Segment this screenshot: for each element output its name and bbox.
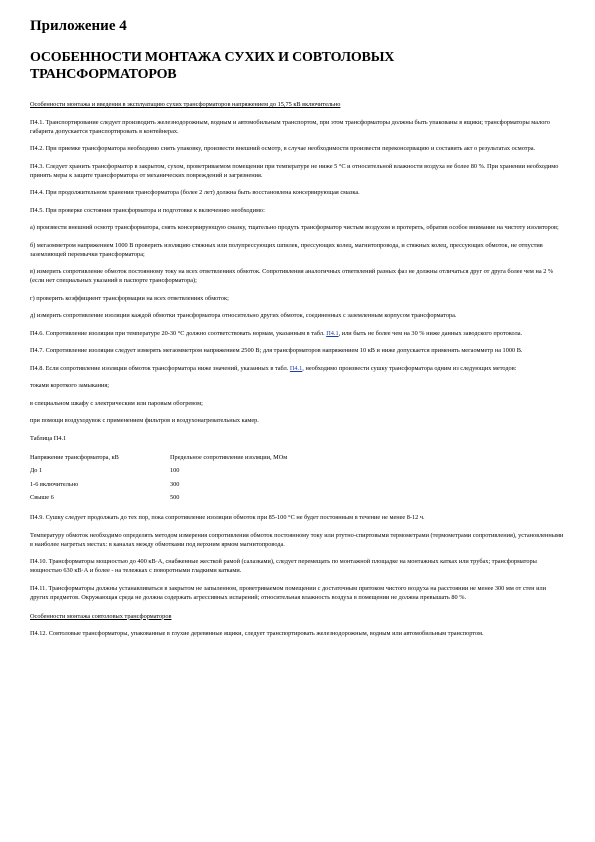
table-cell: Свыше 6 [30, 494, 54, 502]
table-cell: До 1 [30, 467, 43, 475]
table-cell: 100 [170, 467, 180, 475]
drying-method-2: в специальном шкафу с электрическим или паровым обогревом; [30, 399, 203, 407]
paragraph-p4-6 [30, 329, 565, 338]
paragraph-p4-5: П4.5. При проверке состояния трансформатора и подготовке к включению необходимо: [30, 206, 265, 214]
table-cell: 1-6 включительно [30, 480, 79, 488]
paragraph-p4-11: П4.11. Трансформаторы должны устанавливаться в закрытом не запыленном, проветриваемом помещении с достаточным притоком чистого воздуха на расстоянии не менее 300 мм от стен или других предметов. Окружающая среда не должна содержать агрессивных испарений; относительная влажность воздуха в помещении не должна превышать 80 %. [30, 584, 546, 601]
p4-8-text-before: П4.8. Если сопротивление изоляции обмоток трансформатора ниже значений, указанных в табл. [30, 364, 290, 372]
table-row [30, 478, 287, 492]
table-header-cell: Напряжение трансформатора, кВ [30, 453, 119, 461]
title-line-2: ТРАНСФОРМАТОРОВ [30, 67, 177, 82]
insulation-table [30, 451, 287, 505]
paragraph-p4-4: П4.4. При продолжительном хранении трансформатора (более 2 лет) должна быть восстановлена консервирующая смазка. [30, 189, 360, 196]
paragraph-p4-10: П4.10. Трансформаторы мощностью до 400 кВ·А, снабженные жесткой рамой (салазками), следует перемещать по монтажной площадке на монтажных катках или трубах; трансформаторы мощностью 630 кВ·А и более - на тележках с поворотными гладкими катками. [30, 558, 537, 574]
section-heading-sovtol: Особенности монтажа совтоловых трансформаторов [30, 612, 172, 620]
paragraph-p4-2: П4.2. При приемке трансформатора необходимо снять упаковку, произвести внешний осмотр, в случае необходимости произвести переконсервацию и составить акт о результатах осмотра. [30, 145, 536, 152]
table-header-cell: Предельное сопротивление изоляции, МОм [170, 453, 288, 461]
drying-method-3: при помощи воздуходувок с применением фильтров и воздухонагревательных камер. [30, 417, 259, 424]
list-item-b: б) мегаомметром напряжением 1000 В проверить изоляцию стяжных или полупрессующих шпилек, прессующих колец, магнитопровода, и стяжных колец, прессующих обмоток, не отпустив заземляющей перемычки трансформатора; [30, 241, 543, 258]
p4-8-text-after: , необходимо произвести сушку трансформатора одним из следующих методов: [302, 364, 517, 372]
paragraph-p4-3: П4.3. Следует хранить трансформатор в закрытом, сухом, проветриваемом помещении при температуре не ниже 5 °С и относительной влажности воздуха не более 80 %. При хранении необходимо принять меры к защите трансформатора от механических повреждений и загрязнения. [30, 162, 559, 179]
table-caption: Таблица П4.1 [30, 434, 67, 442]
table-row [30, 464, 287, 478]
list-item-e: д) измерить сопротивление изоляции каждой обмотки трансформатора относительно других обмоток, соединенных с заземленным корпусом трансформатора. [30, 312, 457, 319]
title-line-1: ОСОБЕННОСТИ МОНТАЖА СУХИХ И СОВТОЛОВЫХ [30, 50, 395, 65]
drying-method-1: токами короткого замыкания; [30, 382, 110, 389]
document-title [30, 49, 565, 83]
paragraph-p4-8 [30, 364, 565, 373]
paragraph-p4-9: П4.9. Сушку следует продолжать до тех пор, пока сопротивление изоляции обмоток при 85-100 °С не будет постоянным в течение не менее 8-12 ч. [30, 514, 425, 521]
list-item-a: а) произвести внешний осмотр трансформатора, снять консервирующую смазку, тщательно продуть трансформатор чистым воздухом и протереть, обратив особое внимание на чистоту изоляторов; [30, 224, 559, 231]
paragraph-p4-1: П4.1. Транспортирование следует производить железнодорожным, водным и автомобильным транспортом, при этом трансформаторы должны быть упакованы в ящики; трансформаторы малого габарита допускается транспортировать в контейнерах. [30, 118, 550, 135]
paragraph-p4-7: П4.7. Сопротивление изоляции следует измерять мегаомметром напряжением 2500 В; для трансформаторов напряжением 10 кВ и ниже допускается применять мегаомметр на 1000 В. [30, 347, 523, 354]
table-row [30, 491, 287, 505]
table-link-p4-1[interactable]: П4.1 [289, 364, 303, 372]
list-item-d: г) проверить коэффициент трансформации на всех ответвлениях обмоток; [30, 294, 229, 302]
table-cell: 500 [170, 494, 180, 502]
section-heading-dry: Особенности монтажа и введения в эксплуатацию сухих трансформаторов напряжением до 15,75 кВ включительно [30, 101, 341, 108]
table-cell: 300 [170, 480, 180, 488]
appendix-heading: Приложение 4 [30, 18, 127, 34]
p4-6-text-before: П4.6. Сопротивление изоляции при температуре 20-30 °С должно соответствовать нормам, указанным в табл. [30, 329, 327, 337]
p4-6-text-after: , или быть не более чем на 30 % ниже данных заводского протокола. [338, 329, 523, 337]
paragraph-p4-12: П4.12. Совтоловые трансформаторы, упакованные в глухие деревянные ящики, следует транспортировать железнодорожным, водным или автомобильным транспортом. [30, 630, 484, 637]
list-item-c: в) измерить сопротивление обмоток постоянному току на всех ответвлениях обмоток. Сопротивления аналогичных ответвлений разных фаз не должны отличаться друг от друга более чем на 2 % (если нет специальных указаний в паспорте трансформатора); [30, 268, 554, 284]
table-header-row [30, 451, 287, 465]
paragraph-p4-9-temperature: Температуру обмоток необходимо определять методом измерения сопротивления обмоток постоянному току или ртутно-спиртовыми термометрами (термометрами сопротивления), установленными в наиболее нагретых местах: в каналах между обмотками под верхним ярмом магнитопровода. [30, 531, 564, 548]
table-link-p4-1[interactable]: П4.1 [326, 329, 339, 337]
